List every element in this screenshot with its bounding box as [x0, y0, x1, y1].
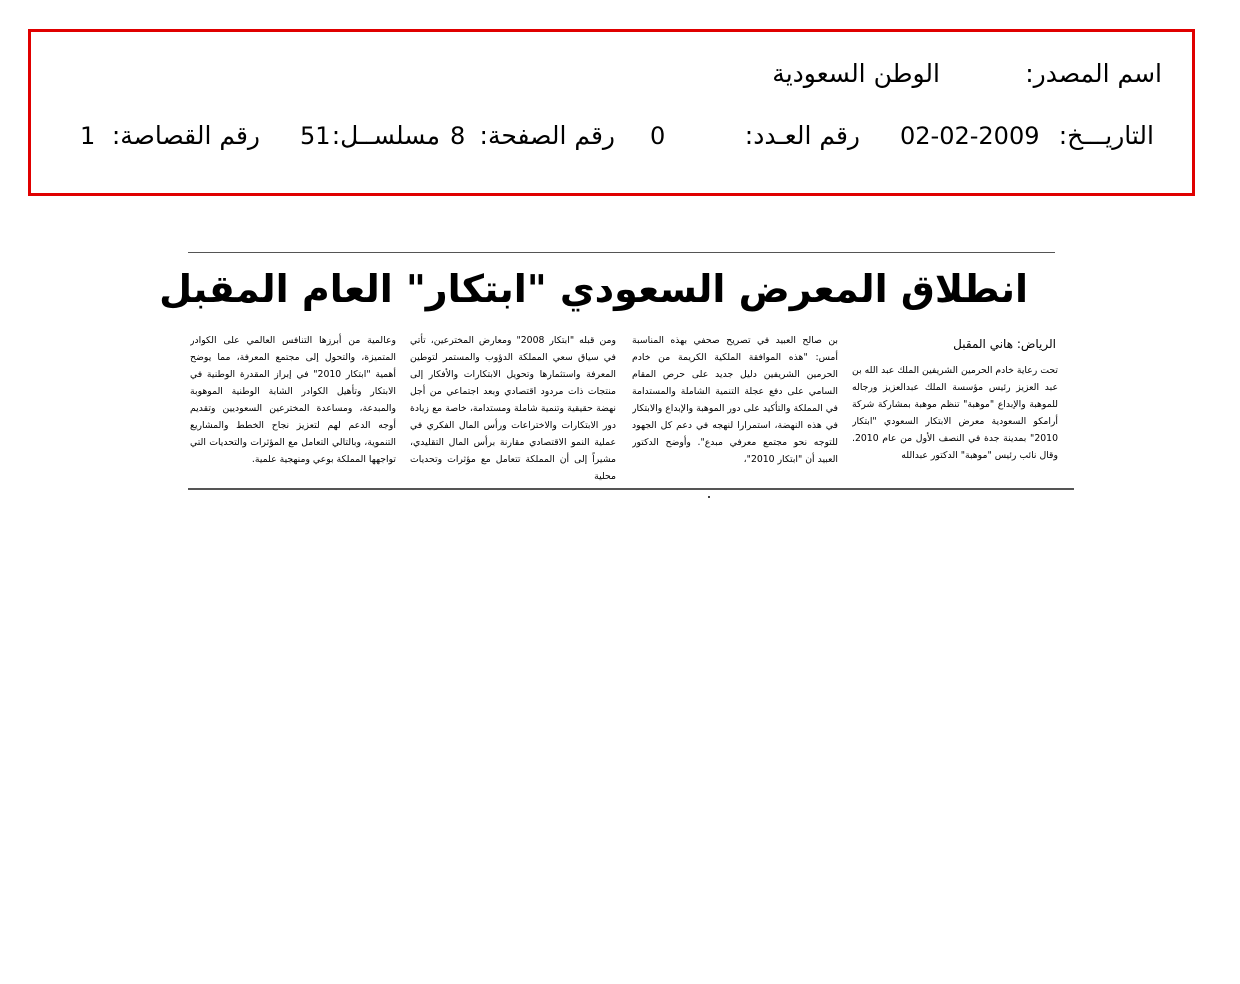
date-label: التاريـــخ: [1058, 121, 1154, 150]
article-column-4: وعالمية من أبرزها التنافس العالمي على الكوادر المتميزة، والتحول إلى مجتمع المعرفة، مما يوضح أهمية "ابتكار 2010" في إبراز المقدرة الوطنية في الابتكار وتأهيل الكوادر الشابة الوطنية الموهوبة والمبدعة، ومساعدة المخترعين السعوديين وتقديم أوجه الدعم لهم لتعزيز نجاح الخطط والمشاريع التنموية، وبالتالي التعامل مع المؤثرات والتحديات التي تواجهها المملكة بوعي ومنهجية علمية. [190, 335, 396, 465]
source-label: اسم المصدر: [1025, 59, 1162, 88]
serial-value: 51 [300, 122, 331, 150]
article-column-3: ومن قبله "ابتكار 2008" ومعارض المخترعين، تأتي في سياق سعي المملكة الدؤوب والمستمر لتوطين المعرفة واستثمارها وتحويل الابتكارات والأفكار إلى منتجات ذات مردود اقتصادي وبعد اجتماعي من أجل نهضة حقيقية وتنمية شاملة ومستدامة، خاصة مع زيادة دور الابتكارات والاختراعات ورأس المال الفكري في عملية النمو الاقتصادي مقارنة برأس المال التقليدي، مشيراً إلى أن المملكة تتعامل مع مؤثرات وتحديات محلية [410, 335, 616, 482]
serial-label: مسلســل: [331, 121, 440, 150]
metadata-box [28, 29, 1195, 196]
clip-value: 1 [80, 122, 96, 150]
scan-speck [708, 496, 710, 498]
clip-label: رقم القصاصة: [111, 121, 260, 150]
article-byline: الرياض: هاني المقبل [953, 337, 1056, 351]
article-column-2: بن صالح العبيد في تصريح صحفي بهذه المناسبة أمس: "هذه الموافقة الملكية الكريمة من خادم الحرمين الشريفين دليل جديد على حرص المقام السامي على دفع عجلة التنمية الشاملة والمستدامة في المملكة والتأكيد على دور الموهبة والإبداع والابتكار في هذه النهضة، استمرارا لنهجه في دعم كل الجهود للتوجه نحو مجتمع معرفي مبدع". وأوضح الدكتور العبيد أن "ابتكار 2010"، [632, 335, 838, 465]
top-rule [188, 252, 1055, 253]
article-clipping [159, 252, 1076, 492]
issue-value: 0 [650, 122, 666, 150]
page-value: 8 [450, 122, 466, 150]
source-value: الوطن السعودية [772, 59, 940, 88]
article-column-1: تحت رعاية خادم الحرمين الشريفين الملك عبد الله بن عبد العزيز رئيس مؤسسة الملك عبدالعزيز ورجاله للموهبة والإبداع "موهبة" تنظم موهبة بمشاركة شركة أرامكو السعودية معرض الابتكار السعودي "ابتكار 2010" بمدينة جدة في النصف الأول من عام 2010. وقال نائب رئيس "موهبة" الدكتور عبدالله [852, 365, 1058, 461]
date-value: 02-02-2009 [900, 122, 1040, 150]
bottom-rule [188, 488, 1074, 490]
page-label: رقم الصفحة: [479, 121, 615, 150]
article-headline: انطلاق المعرض السعودي "ابتكار" العام المقبل [159, 267, 1028, 311]
issue-label: رقم العـدد: [744, 121, 860, 150]
